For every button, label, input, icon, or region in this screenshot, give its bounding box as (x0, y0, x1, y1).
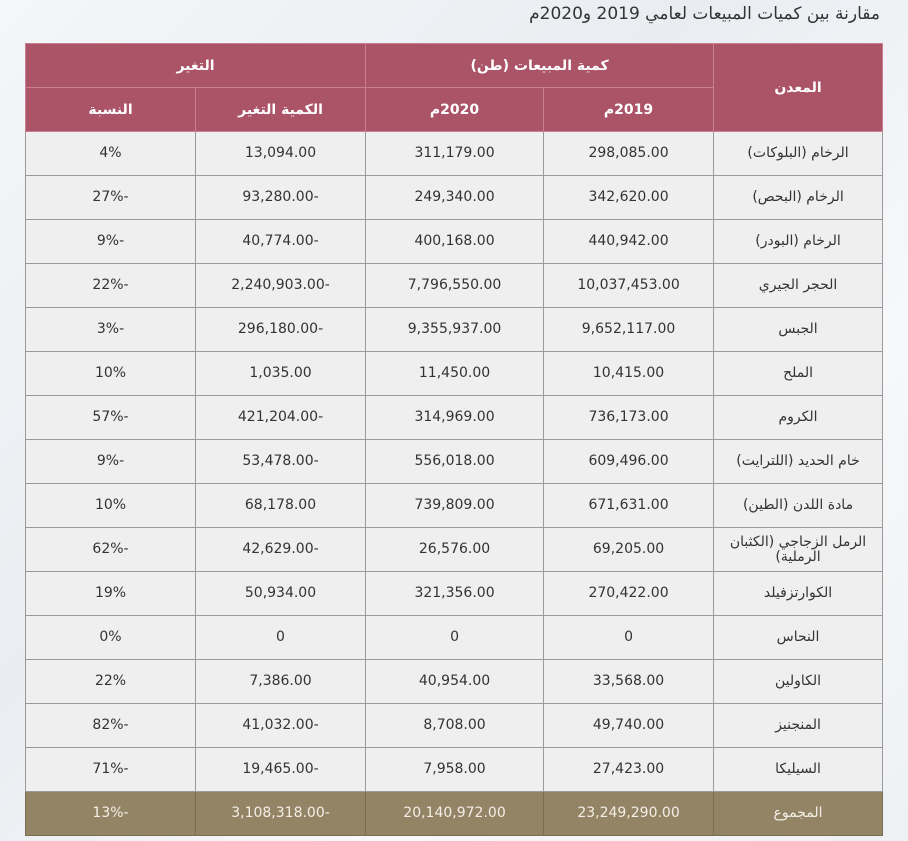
cell-change: -40,774.00 (196, 220, 366, 264)
cell-change: 13,094.00 (196, 132, 366, 176)
table-row (26, 660, 883, 704)
cell-mineral: خام الحديد (اللترايت) (714, 440, 883, 484)
table-row (26, 132, 883, 176)
cell-y2019: 27,423.00 (544, 748, 714, 792)
table-row (26, 440, 883, 484)
cell-pct: -57% (26, 396, 196, 440)
header-2019: 2019م (544, 88, 714, 132)
total-y2019: 23,249,290.00 (544, 792, 714, 836)
header-change-pct: النسبة (26, 88, 196, 132)
table-row (26, 352, 883, 396)
cell-y2020: 0 (366, 616, 544, 660)
total-row (26, 792, 883, 836)
cell-mineral: الرخام (البلوكات) (714, 132, 883, 176)
cell-pct: -9% (26, 220, 196, 264)
cell-y2020: 26,576.00 (366, 528, 544, 572)
cell-y2020: 400,168.00 (366, 220, 544, 264)
total-change: -3,108,318.00 (196, 792, 366, 836)
cell-mineral: المنجنيز (714, 704, 883, 748)
table-row (26, 396, 883, 440)
cell-y2019: 609,496.00 (544, 440, 714, 484)
cell-pct: 22% (26, 660, 196, 704)
cell-pct: -3% (26, 308, 196, 352)
cell-y2019: 10,037,453.00 (544, 264, 714, 308)
cell-y2020: 7,958.00 (366, 748, 544, 792)
sales-comparison-table (25, 43, 883, 836)
cell-mineral: الكوارتزفيلد (714, 572, 883, 616)
cell-y2019: 49,740.00 (544, 704, 714, 748)
cell-change: -2,240,903.00 (196, 264, 366, 308)
cell-change: -41,032.00 (196, 704, 366, 748)
cell-y2020: 40,954.00 (366, 660, 544, 704)
cell-y2020: 311,179.00 (366, 132, 544, 176)
cell-pct: -27% (26, 176, 196, 220)
cell-y2020: 249,340.00 (366, 176, 544, 220)
cell-change: 50,934.00 (196, 572, 366, 616)
cell-y2020: 11,450.00 (366, 352, 544, 396)
table-row (26, 176, 883, 220)
cell-y2020: 8,708.00 (366, 704, 544, 748)
cell-mineral: الرمل الزجاجي (الكثبان الرملية) (714, 528, 883, 572)
cell-change: 68,178.00 (196, 484, 366, 528)
cell-y2019: 440,942.00 (544, 220, 714, 264)
cell-mineral: الملح (714, 352, 883, 396)
table-row (26, 264, 883, 308)
cell-pct: -9% (26, 440, 196, 484)
cell-y2019: 342,620.00 (544, 176, 714, 220)
header-mineral: المعدن (714, 44, 883, 132)
header-2020: 2020م (366, 88, 544, 132)
table-row (26, 220, 883, 264)
cell-mineral: النحاس (714, 616, 883, 660)
cell-mineral: الجبس (714, 308, 883, 352)
cell-mineral: الحجر الجيري (714, 264, 883, 308)
cell-y2019: 33,568.00 (544, 660, 714, 704)
total-y2020: 20,140,972.00 (366, 792, 544, 836)
cell-pct: -22% (26, 264, 196, 308)
cell-change: -53,478.00 (196, 440, 366, 484)
header-sales-group: كمية المبيعات (طن) (366, 44, 714, 88)
cell-change: -93,280.00 (196, 176, 366, 220)
table-row (26, 748, 883, 792)
cell-pct: 0% (26, 616, 196, 660)
cell-y2019: 10,415.00 (544, 352, 714, 396)
cell-y2019: 736,173.00 (544, 396, 714, 440)
table-row (26, 572, 883, 616)
cell-y2020: 556,018.00 (366, 440, 544, 484)
cell-mineral: الكروم (714, 396, 883, 440)
cell-change: 0 (196, 616, 366, 660)
total-pct: -13% (26, 792, 196, 836)
table-row (26, 308, 883, 352)
cell-y2019: 270,422.00 (544, 572, 714, 616)
cell-change: 1,035.00 (196, 352, 366, 396)
header-change-group: التغير (26, 44, 366, 88)
cell-y2019: 671,631.00 (544, 484, 714, 528)
table-row (26, 528, 883, 572)
cell-y2020: 7,796,550.00 (366, 264, 544, 308)
cell-pct: -82% (26, 704, 196, 748)
cell-pct: -71% (26, 748, 196, 792)
cell-change: -42,629.00 (196, 528, 366, 572)
total-mineral: المجموع (714, 792, 883, 836)
cell-pct: 10% (26, 352, 196, 396)
cell-change: -19,465.00 (196, 748, 366, 792)
cell-y2019: 0 (544, 616, 714, 660)
header-change-qty: الكمية التغير (196, 88, 366, 132)
table-row (26, 484, 883, 528)
cell-pct: 4% (26, 132, 196, 176)
cell-y2019: 9,652,117.00 (544, 308, 714, 352)
table-row (26, 616, 883, 660)
table-title: مقارنة بين كميات المبيعات لعامي 2019 و2020م (529, 4, 880, 24)
cell-y2019: 298,085.00 (544, 132, 714, 176)
cell-y2019: 69,205.00 (544, 528, 714, 572)
cell-mineral: الرخام (البودر) (714, 220, 883, 264)
cell-change: -421,204.00 (196, 396, 366, 440)
cell-change: -296,180.00 (196, 308, 366, 352)
cell-y2020: 9,355,937.00 (366, 308, 544, 352)
cell-mineral: الرخام (البحص) (714, 176, 883, 220)
cell-pct: 10% (26, 484, 196, 528)
cell-mineral: الكاولين (714, 660, 883, 704)
cell-y2020: 321,356.00 (366, 572, 544, 616)
cell-pct: -62% (26, 528, 196, 572)
cell-change: 7,386.00 (196, 660, 366, 704)
cell-mineral: مادة اللدن (الطين) (714, 484, 883, 528)
cell-y2020: 739,809.00 (366, 484, 544, 528)
cell-y2020: 314,969.00 (366, 396, 544, 440)
cell-pct: 19% (26, 572, 196, 616)
cell-mineral: السيليكا (714, 748, 883, 792)
table-row (26, 704, 883, 748)
